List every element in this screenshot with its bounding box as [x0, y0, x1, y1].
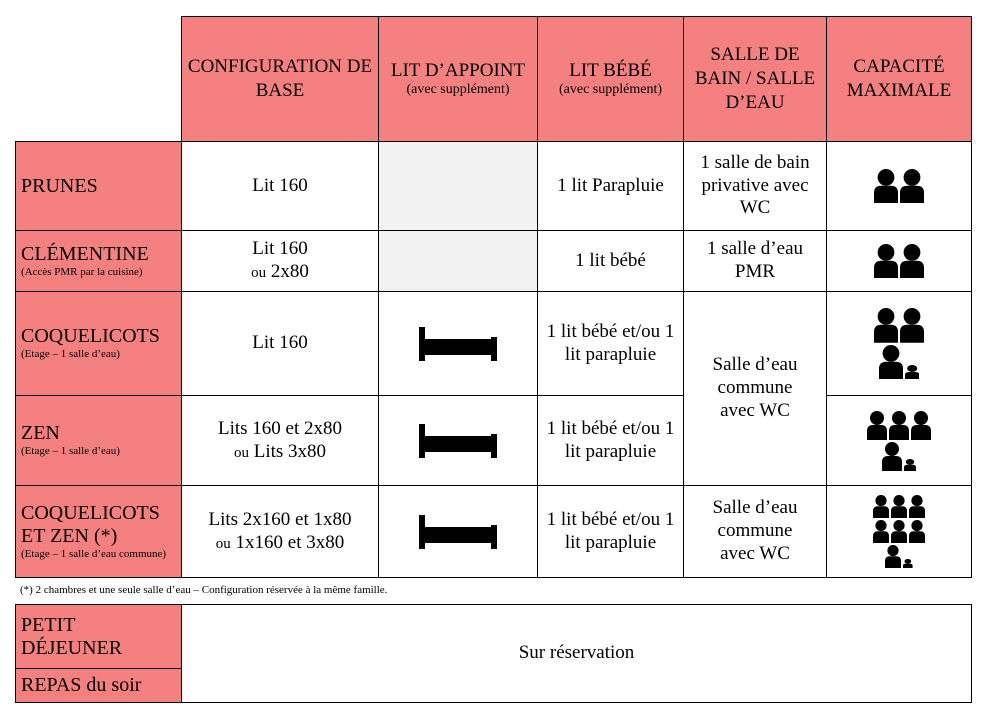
config-line: Lits 160 et 2x80 [217, 417, 343, 439]
header-config-label: CONFIGURATION DE BASE [187, 56, 373, 101]
header-lit-bebe-sub: (avec supplément) [558, 82, 662, 98]
config-or: ou [233, 444, 249, 461]
capacity-row [874, 308, 924, 343]
person-icon [867, 411, 887, 440]
bebe-text: 1 lit bébé et/ou 1 lit parapluie [546, 508, 675, 553]
person-icon [911, 411, 931, 440]
bebe-zen [537, 395, 684, 486]
room-name: ZEN [21, 422, 60, 445]
room-note: (Etage – 1 salle d’eau commune) [21, 547, 167, 560]
person-icon [900, 244, 924, 279]
person-icon [885, 545, 901, 568]
capacity-row [874, 169, 924, 204]
capacity-prunes [826, 141, 972, 231]
meal-label: PETIT DÉJEUNER [21, 613, 123, 659]
row-label-coquelicots-zen [15, 485, 182, 578]
header-capacite [826, 16, 972, 142]
capacity-row [873, 520, 925, 543]
capacity-row [882, 442, 916, 471]
config-prunes [181, 141, 379, 231]
config-coquelicots-zen [181, 485, 379, 578]
lit-appoint-coquelicots [378, 291, 538, 396]
room-name: PRUNES [21, 174, 98, 197]
header-capacite-label: CAPACITÉ MAXIMALE [846, 56, 952, 101]
room-note: (Etage – 1 salle d’eau) [21, 445, 120, 458]
room-note: (Etage – 1 salle d’eau) [21, 348, 120, 361]
child-icon [903, 559, 913, 569]
salle-coquelicots-zen [683, 485, 827, 578]
bebe-prunes [537, 141, 684, 231]
salle-text: Salle d’eau commune avec WC [712, 497, 798, 564]
child-icon [904, 459, 916, 471]
config-line: 1x160 et 3x80 [235, 531, 345, 553]
capacity-icons [873, 495, 925, 569]
capacity-coquelicots [826, 291, 972, 396]
child-icon [905, 365, 919, 379]
capacity-row [885, 545, 913, 568]
person-icon [900, 308, 924, 343]
bebe-text: 1 lit Parapluie [557, 174, 664, 196]
person-icon [874, 244, 898, 279]
meals-value-text: Sur réservation [518, 642, 635, 664]
salle-text: 1 salle de bain privative avec WC [700, 151, 810, 219]
config-line: 2x80 [270, 261, 309, 282]
salle-clementine [683, 230, 827, 292]
bed-icon [419, 424, 497, 458]
salle-text: Salle d’eau commune avec WC [712, 354, 798, 421]
room-name: CLÉMENTINE [21, 242, 149, 265]
config-coquelicots [181, 291, 379, 396]
config-line: Lit 160 [252, 332, 308, 354]
bebe-text: 1 lit bébé et/ou 1 lit parapluie [546, 320, 675, 365]
person-icon [874, 308, 898, 343]
row-label-repas [15, 668, 182, 703]
row-label-coquelicots [15, 291, 182, 396]
capacity-zen [826, 395, 972, 486]
config-clementine [181, 230, 379, 292]
bed-icon [419, 327, 497, 361]
header-lit-appoint-label: LIT D’APPOINT [390, 59, 526, 81]
person-icon [873, 495, 889, 518]
header-config [181, 16, 379, 142]
config-line: Lits 3x80 [253, 440, 327, 462]
row-label-prunes [15, 141, 182, 231]
header-lit-appoint-sub: (avec supplément) [406, 82, 510, 98]
room-name: COQUELICOTS ET ZEN (*) [21, 501, 160, 547]
lit-appoint-prunes [378, 141, 538, 231]
config-or: ou [251, 265, 267, 281]
person-icon [900, 169, 924, 204]
person-icon [891, 520, 907, 543]
person-icon [891, 495, 907, 518]
lit-appoint-zen [378, 395, 538, 486]
room-note: (Accès PMR par la cuisine) [21, 265, 143, 278]
person-icon [879, 345, 903, 380]
person-icon [909, 495, 925, 518]
person-icon [873, 520, 889, 543]
capacity-row [874, 244, 924, 279]
lit-appoint-clementine [378, 230, 538, 292]
footnote: (*) 2 chambres et une seule salle d’eau – Configuration réservée à la même famille. [20, 584, 388, 596]
config-line: Lit 160 [252, 174, 308, 196]
salle-prunes [683, 141, 827, 231]
header-lit-bebe-label: LIT BÉBÉ [569, 59, 652, 81]
meals-value [181, 604, 972, 703]
capacity-coquelicots-zen [826, 485, 972, 578]
capacity-icons [874, 244, 924, 279]
config-or: ou [215, 535, 231, 552]
row-label-petit-dejeuner [15, 604, 182, 669]
bebe-text: 1 lit bébé [575, 249, 646, 271]
room-name: COQUELICOTS [21, 325, 160, 348]
bed-icon [419, 515, 497, 549]
header-salle [683, 16, 827, 142]
capacity-row [867, 411, 931, 440]
config-line: Lits 2x160 et 1x80 [208, 508, 352, 530]
bebe-coquelicots [537, 291, 684, 396]
person-icon [909, 520, 925, 543]
header-lit-appoint [378, 16, 538, 142]
row-label-clementine [15, 230, 182, 292]
capacity-row [879, 345, 919, 380]
header-lit-bebe [537, 16, 684, 142]
header-salle-label: SALLE DE BAIN / SALLE D’EAU [694, 44, 816, 113]
capacity-icons [874, 169, 924, 204]
capacity-icons [867, 411, 931, 471]
config-zen [181, 395, 379, 486]
bebe-text: 1 lit bébé et/ou 1 lit parapluie [546, 417, 675, 462]
person-icon [889, 411, 909, 440]
capacity-clementine [826, 230, 972, 292]
salle-shared [683, 291, 827, 486]
person-icon [874, 169, 898, 204]
capacity-row [873, 495, 925, 518]
salle-text: 1 salle d’eau PMR [706, 238, 803, 282]
bebe-clementine [537, 230, 684, 292]
capacity-icons [874, 308, 924, 380]
person-icon [882, 442, 902, 471]
bebe-coquelicots-zen [537, 485, 684, 578]
meal-label: REPAS du soir [21, 674, 142, 696]
config-line: Lit 160 [252, 238, 308, 260]
lit-appoint-coquelicots-zen [378, 485, 538, 578]
row-label-zen [15, 395, 182, 486]
